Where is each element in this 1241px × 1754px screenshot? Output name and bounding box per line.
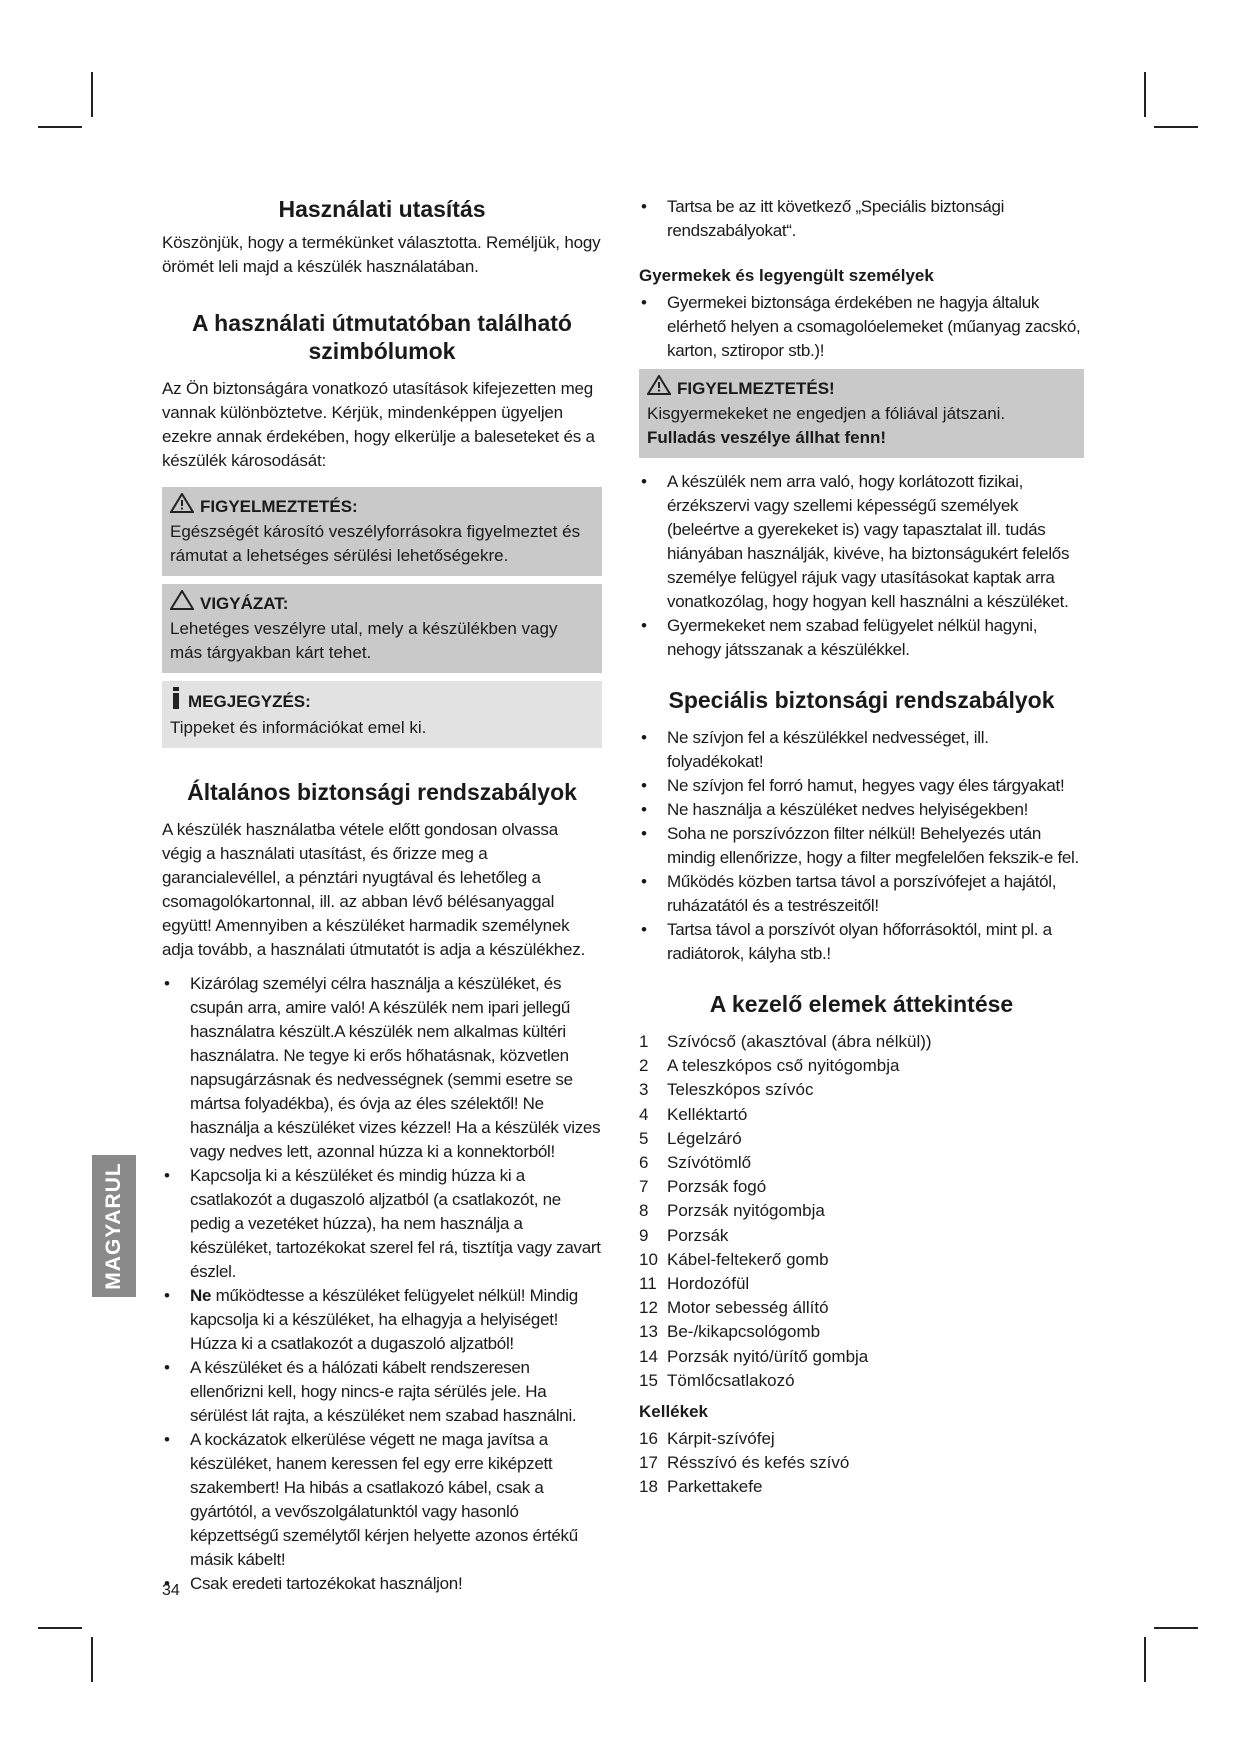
crop-mark (1144, 1637, 1146, 1682)
crop-mark (91, 72, 93, 117)
crop-mark (1154, 1627, 1198, 1629)
list-item: • Ne szívjon fel forró hamut, hegyes vagy éles tárgyakat! (639, 774, 1084, 798)
list-item: • Tartsa távol a porszívót olyan hőforrásoktól, mint pl. a radiátorok, kályha stb.! (639, 918, 1084, 966)
crop-mark (91, 1637, 93, 1682)
list-item-text: működtesse a készüléket felügyelet nélkül! Mindig kapcsolja ki a készüléket, ha elhagyja a helyiséget! Húzza ki a csatlakozót a dugaszoló aljzatból! (190, 1286, 578, 1353)
part-number: 9 (639, 1225, 649, 1245)
part-item (639, 1369, 1084, 1393)
warning-title: FIGYELMEZTETÉS! (677, 378, 835, 398)
list-item: • A kockázatok elkerülése végett ne maga javítsa a készüléket, hanem keressen fel egy erre kiképzett szakembert! Ha hibás a csatlakozó kábel, csak a gyártótól, a vevőszolgálatunktól vagy hasonló képzettségű személytől kérjen helyette azonos értékű másik kábelt! (162, 1428, 602, 1572)
special-safety-heading: Speciális biztonsági rendszabályok (668, 687, 1055, 713)
list-item: • Csak eredeti tartozékokat használjon! (162, 1572, 602, 1596)
crop-mark (1154, 126, 1198, 128)
part-label: Be-/kikapcsológomb (667, 1322, 821, 1342)
warning-title: FIGYELMEZTETÉS: (200, 496, 358, 516)
left-column (162, 195, 602, 1596)
part-label: Porzsák (667, 1225, 729, 1245)
part-number: 11 (639, 1274, 657, 1294)
part-number: 12 (639, 1298, 658, 1318)
special-safety-list (639, 726, 1084, 966)
list-item: • Ne használja a készüléket nedves helyiségekben! (639, 798, 1084, 822)
intro-list (639, 195, 1084, 243)
controls-heading: A kezelő elemek áttekintése (709, 991, 1014, 1017)
part-label: Résszívó és kefés szívó (667, 1453, 850, 1473)
symbols-text: Az Ön biztonságára vonatkozó utasítások kifejezetten meg vannak különböztetve. Kérjük, mindenképpen ügyeljen ezekre annak érdekében, hogy elkerülje a baleseteket és a készülék károsodását: (162, 379, 595, 470)
part-item (639, 1451, 1084, 1475)
caution-triangle-icon (170, 590, 194, 617)
part-number: 1 (639, 1032, 649, 1051)
children-list-2 (639, 470, 1084, 662)
bold-ne: Ne (190, 1286, 212, 1305)
part-item (639, 1054, 1084, 1078)
caution-text: Lehetéges veszélyre utal, mely a készülékben vagy más tárgyakban kárt tehet. (170, 619, 558, 662)
part-item (639, 1427, 1084, 1451)
part-number: 6 (639, 1153, 649, 1173)
part-number: 4 (639, 1104, 649, 1124)
part-item (639, 1320, 1084, 1344)
part-label: Hordozófül (667, 1274, 750, 1294)
general-safety-list (162, 972, 602, 1596)
list-item: • Ne szívjon fel a készülékkel nedvességet, ill. folyadékokat! (639, 726, 1084, 774)
part-label: Porzsák nyitó/ürítő gombja (667, 1346, 869, 1366)
part-item (639, 1103, 1084, 1127)
list-item: • Kizárólag személyi célra használja a készüléket, és csupán arra, amire való! A készülék nem ipari jellegű használatra készült.A készülék nem alkalmas kültéri használatra. Ne tegye ki erős hőhatásnak, közvetlen napsugárzásnak és nedvességnek (semmi esetre se mártsa folyadékba), és óvja az éles szélektől! Ne használja a készüléket vizes kézzel! Ha a készülék vizes vagy nedves lett, azonnal húzza ki a konnektorból! (162, 972, 602, 1164)
general-safety-text: A készülék használatba vétele előtt gondosan olvassa végig a használati utasítást, és őrizze meg a garancialevéllel, a pénztári nyugtával és lehetőleg a csomagolókartonnal, ill. az abban lévő bélésanyaggal együtt! Amennyiben a készüléket harmadik személynek adja tovább, a használati útmutatót is adja a készülékhez. (162, 820, 586, 959)
part-number: 17 (639, 1453, 658, 1473)
part-item (639, 1345, 1084, 1369)
list-item: • Gyermekeket nem szabad felügyelet nélkül hagyni, nehogy játsszanak a készülékkel. (639, 614, 1084, 662)
caution-title: VIGYÁZAT: (200, 593, 289, 613)
part-item (639, 1248, 1084, 1272)
part-item (639, 1475, 1084, 1499)
part-number: 3 (639, 1080, 649, 1100)
language-tab (92, 1155, 136, 1297)
part-label: Kelléktartó (667, 1104, 748, 1124)
part-item (639, 1127, 1084, 1151)
part-item (639, 1030, 1084, 1054)
part-label: Porzsák nyitógombja (667, 1201, 825, 1221)
part-number: 14 (639, 1346, 658, 1366)
list-item: • Működés közben tartsa távol a porszívófejet a hajától, ruházatától és a testrészeitől! (639, 870, 1084, 918)
part-item (639, 1199, 1084, 1223)
crop-mark (38, 126, 82, 128)
part-number: 16 (639, 1429, 658, 1449)
children-warning-box (639, 369, 1084, 458)
part-label: Légelzáró (667, 1128, 742, 1148)
part-item (639, 1151, 1084, 1175)
caution-box (162, 584, 602, 673)
list-item: • Kapcsolja ki a készüléket és mindig húzza ki a csatlakozót a dugaszoló aljzatból (a csatlakozót, ne pedig a vezetéket húzza), ha nem használja a készüléket, tartozékokat szerel fel rá, tisztítja vagy zavart észlel. (162, 1164, 602, 1284)
part-label: Teleszkópos szívóc (667, 1080, 814, 1100)
part-label: Tömlőcsatlakozó (667, 1370, 795, 1390)
general-safety-heading: Általános biztonsági rendszabályok (187, 779, 577, 805)
list-item: • A készülék nem arra való, hogy korlátozott fizikai, érzékszervi vagy szellemi képességű személyek (beleértve a gyerekeket is) vagy tapasztalat ill. tudás hiányában használják, kivéve, ha biztonságukért felelős személye felügyel rájuk vagy utasításokat kaptak arra vonatkozólag, hogy hogyan kell használni a készüléket. (639, 470, 1084, 614)
part-number: 7 (639, 1177, 649, 1197)
warning-bold-text: Fulladás veszélye állhat fenn! (647, 428, 887, 447)
accessories-list (639, 1427, 1084, 1500)
part-item (639, 1224, 1084, 1248)
crop-mark (1144, 72, 1146, 117)
part-label: Kárpit-szívófej (667, 1429, 775, 1449)
warning-text: Egészségét károsító veszélyforrásokra figyelmeztet és rámutat a lehetséges sérülési lehetőségekre. (170, 522, 581, 565)
part-item (639, 1078, 1084, 1102)
right-column (639, 195, 1084, 1500)
language-tab-label: MAGYARUL (102, 1162, 125, 1290)
list-item: • Gyermekei biztonsága érdekében ne hagyja általuk elérhető helyen a csomagolóelemeket (műanyag zacskó, karton, sztiropor stb.)! (639, 291, 1084, 363)
part-item (639, 1296, 1084, 1320)
part-label: Porzsák fogó (667, 1177, 767, 1197)
note-title: MEGJEGYZÉS: (188, 691, 311, 711)
part-number: 13 (639, 1322, 658, 1342)
intro-text: Köszönjük, hogy a termékünket választotta. Reméljük, hogy örömét leli majd a készülék használatában. (162, 233, 601, 276)
list-item: • A készüléket és a hálózati kábelt rendszeresen ellenőrizni kell, hogy nincs-e rajta sérülés jele. Ha sérülést lát rajta, a készüléket nem szabad használni. (162, 1356, 602, 1428)
part-number: 15 (639, 1370, 658, 1390)
list-item: • Soha ne porszívózzon filter nélkül! Behelyezés után mindig ellenőrizze, hogy a filter megfelelően fekszik-e fel. (639, 822, 1084, 870)
warning-triangle-icon (647, 375, 671, 402)
info-icon (170, 687, 182, 716)
part-label: Szívótömlő (667, 1153, 752, 1173)
accessories-heading: Kellékek (639, 1402, 708, 1422)
note-text: Tippeket és információkat emel ki. (170, 718, 427, 737)
part-label: Motor sebesség állító (667, 1298, 829, 1318)
children-list-1 (639, 291, 1084, 363)
page-number: 34 (162, 1582, 180, 1599)
note-box (162, 681, 602, 748)
list-item: • Tartsa be az itt következő „Speciális biztonsági rendszabályokat“. (639, 195, 1084, 243)
part-label: Kábel-feltekerő gomb (667, 1249, 829, 1269)
list-item (162, 1284, 602, 1356)
part-label: A teleszkópos cső nyitógombja (667, 1056, 900, 1076)
part-item (639, 1272, 1084, 1296)
part-number: 5 (639, 1128, 649, 1148)
part-number: 2 (639, 1056, 649, 1076)
part-number: 18 (639, 1477, 658, 1497)
symbols-heading: A használati útmutatóban található szimbólumok (192, 310, 572, 364)
part-number: 10 (639, 1249, 658, 1269)
part-label: Szívócső (akasztóval (ábra nélkül)) (667, 1032, 932, 1051)
part-label: Parkettakefe (667, 1477, 763, 1497)
page-title: Használati utasítás (278, 196, 486, 222)
warning-box (162, 487, 602, 576)
warning-text: Kisgyermekeket ne engedjen a fóliával játszani. (647, 404, 1006, 423)
warning-triangle-icon (170, 493, 194, 520)
children-heading: Gyermekek és legyengült személyek (639, 266, 934, 285)
parts-list (639, 1030, 1084, 1393)
crop-mark (38, 1627, 82, 1629)
part-number: 8 (639, 1201, 649, 1221)
part-item (639, 1175, 1084, 1199)
